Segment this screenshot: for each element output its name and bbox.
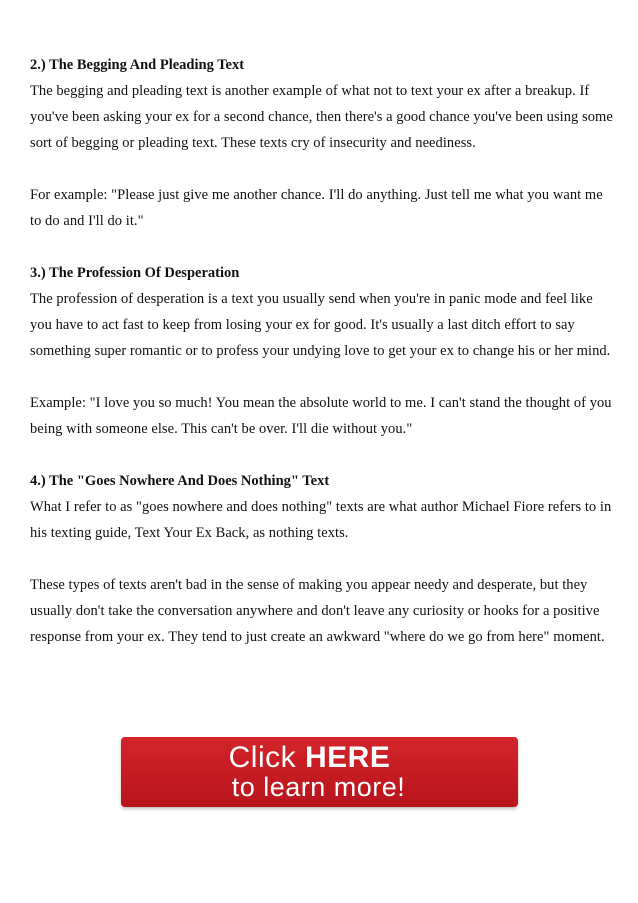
section-goes-nowhere xyxy=(30,468,615,650)
document-page xyxy=(30,52,615,650)
section-profession-desperation xyxy=(30,260,615,442)
section-paragraph: These types of texts aren't bad in the sense of making you appear needy and desperate, but they usually don't take the conversation anywhere and don't leave any curiosity or hooks for a positive response from your ex. They tend to just create an awkward "where do we go from here" moment. xyxy=(30,577,605,645)
click-here-button[interactable] xyxy=(121,737,518,807)
cta-here-label: HERE xyxy=(304,740,391,774)
section-paragraph: The begging and pleading text is another example of what not to text your ex after a breakup. If you've been asking your ex for a second chance, then there's a good chance you've been using some sort of begging or pleading text. These texts cry of insecurity and neediness. xyxy=(30,83,613,151)
section-begging-pleading xyxy=(30,52,615,234)
section-paragraph: What I refer to as "goes nowhere and does nothing" texts are what author Michael Fiore refers to in his texting guide, Text Your Ex Back, as nothing texts. xyxy=(30,499,612,541)
cta-banner xyxy=(121,737,518,807)
cta-click-label: Click xyxy=(228,740,305,774)
cta-learn-more-label: to learn more! xyxy=(231,771,406,802)
section-paragraph: The profession of desperation is a text you usually send when you're in panic mode and feel like you have to act fast to keep from losing your ex for good. It's usually a last ditch effort to say something super romantic or to profess your undying love to get your ex to change his or her mind. xyxy=(30,291,611,359)
section-heading: 4.) The "Goes Nowhere And Does Nothing" Text xyxy=(30,473,330,489)
section-heading: 3.) The Profession Of Desperation xyxy=(30,265,240,281)
section-paragraph: For example: "Please just give me another chance. I'll do anything. Just tell me what you want me to do and I'll do it." xyxy=(30,187,603,229)
section-paragraph: Example: "I love you so much! You mean the absolute world to me. I can't stand the thought of you being with someone else. This can't be over. I'll die without you." xyxy=(30,395,612,437)
cta-line-1 xyxy=(228,740,391,774)
section-heading: 2.) The Begging And Pleading Text xyxy=(30,57,245,73)
